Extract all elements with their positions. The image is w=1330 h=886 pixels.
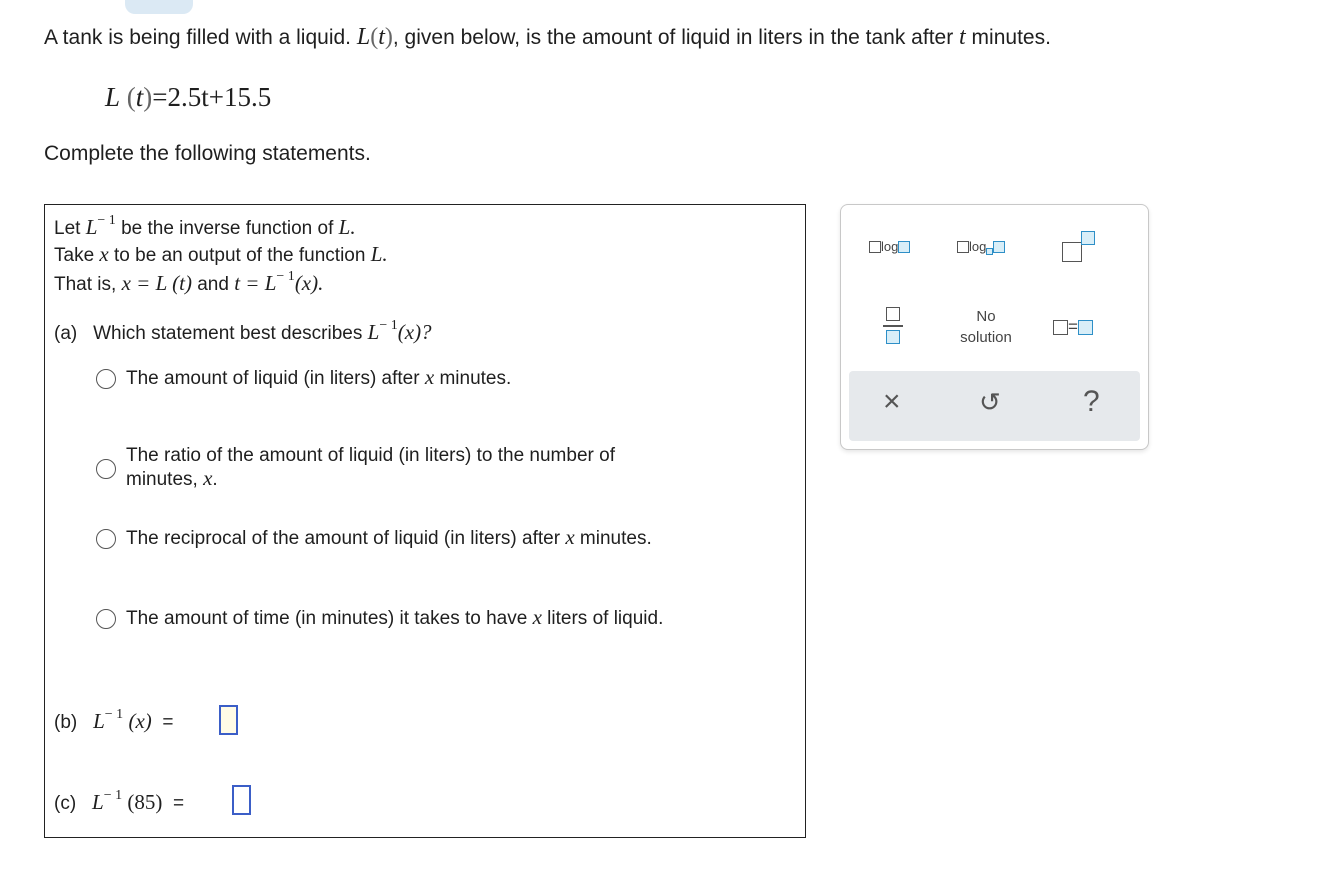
option-3-post: minutes. [574,528,652,549]
answer-input-c[interactable] [232,785,251,815]
line2-var: x [99,242,109,266]
placeholder-icon [869,241,881,253]
part-a-prompt [54,320,432,345]
placeholder-icon [1078,320,1093,335]
option-4-label[interactable] [126,605,663,630]
option-4-var: x [532,605,542,629]
problem-intro: A tank is being filled with a liquid. L(t), given below, is the amount of liquid in liters in the tank after t minutes. [44,24,1051,50]
line2-mid: to be an output of the function [108,245,371,266]
line3-and: and [191,274,235,295]
part-b-sup: − 1 [104,707,124,722]
definition-line-1 [54,215,356,240]
radio-option-1[interactable] [96,369,116,389]
formula: L (t)=2.5t+15.5 [105,82,272,112]
part-c-fn: L [92,790,104,814]
option-3-text: The reciprocal of the amount of liquid (in liters) after [126,528,566,549]
exponent-button[interactable] [1062,229,1102,265]
part-c-equals: = [172,793,185,814]
part-a-text: Which statement best describes [93,323,368,344]
radio-option-2[interactable] [96,459,116,479]
base-icon [1062,242,1082,262]
intro-suffix: minutes. [965,26,1051,49]
part-b-label: (b) [54,712,78,733]
line3-math1: x = L (t) [121,271,192,295]
option-1-label[interactable] [126,365,511,390]
line3-math3: (x). [294,271,324,295]
intro-fn: L [356,24,371,50]
part-a-fn: L [367,320,380,344]
part-b-arg: (x) [128,709,152,733]
placeholder-icon [1053,320,1068,335]
part-a-sup: − 1 [379,318,398,333]
radio-option-3[interactable] [96,529,116,549]
option-2-var: x [203,466,213,490]
definition-line-2 [54,242,388,267]
placeholder-icon [898,241,910,253]
option-2-line-1: The ratio of the amount of liquid (in liters) to the number of [126,445,615,466]
option-4-text: The amount of time (in minutes) it takes to have [126,608,533,629]
fraction-button[interactable] [883,305,903,351]
line3-prefix: That is, [54,274,122,295]
line1-end: L. [338,215,356,239]
question-box [44,204,806,838]
line2-end: L. [370,242,388,266]
intro-text: A tank is being filled with a liquid. [44,26,357,49]
math-tool-panel [840,204,1149,450]
option-1-text: The amount of liquid (in liters) after [126,368,425,389]
help-icon[interactable]: ? [1083,385,1100,418]
radio-option-4[interactable] [96,609,116,629]
line3-sup: − 1 [276,269,295,284]
formula-lhs: L [105,82,121,112]
intro-arg: t [378,24,385,50]
log-base-text: log [969,239,987,254]
line1-suffix: be the inverse function of [115,218,339,239]
close-icon[interactable]: × [883,385,901,418]
formula-rhs: =2.5t+15.5 [152,82,272,112]
part-b-equals: = [162,712,174,733]
no-solution-line-1: No [976,308,996,325]
intro-mid: , given below, is the amount of liquid in liters in the tank after [392,26,960,49]
top-tab[interactable] [125,0,193,14]
no-solution-line-2: solution [960,329,1012,346]
line1-prefix: Let [54,218,86,239]
log-text: log [881,239,899,254]
part-c-sup: − 1 [103,788,123,803]
equation-button[interactable] [1053,317,1093,337]
line1-sup: − 1 [97,213,116,228]
option-1-var: x [424,365,435,389]
instruction: Complete the following statements. [44,142,371,165]
option-3-label[interactable] [126,525,652,550]
option-1-post: minutes. [434,368,512,389]
tool-action-bar [849,371,1140,441]
part-c [54,790,184,815]
part-a-label: (a) [54,323,78,344]
line3-math2: t = L [234,271,277,295]
intro-var: t [959,24,966,50]
answer-input-b[interactable] [219,705,238,735]
denominator-icon [886,330,900,344]
fraction-bar-icon [883,325,903,327]
part-c-arg: (85) [127,790,163,814]
exponent-icon [1081,231,1095,245]
option-3-var: x [565,525,575,549]
equals-text: = [1068,317,1078,336]
log-base-button[interactable] [957,238,1005,256]
no-solution-button[interactable] [951,306,1021,348]
numerator-icon [886,307,900,321]
formula-arg: t [135,82,144,112]
option-2-line-2: minutes, [126,469,204,490]
undo-icon[interactable]: ↺ [979,387,1001,417]
part-c-label: (c) [54,793,77,814]
placeholder-icon [993,241,1005,253]
log-button[interactable] [869,238,910,256]
placeholder-icon [957,241,969,253]
line2-prefix: Take [54,245,100,266]
part-b [54,709,173,734]
base-placeholder-icon [986,248,993,255]
part-a-arg: (x)? [397,320,432,344]
part-b-fn: L [93,709,105,733]
option-4-post: liters of liquid. [541,608,664,629]
option-2-post: . [212,469,218,490]
option-2-label[interactable] [126,444,615,491]
definition-line-3 [54,271,323,296]
line1-fn: L [85,215,98,239]
